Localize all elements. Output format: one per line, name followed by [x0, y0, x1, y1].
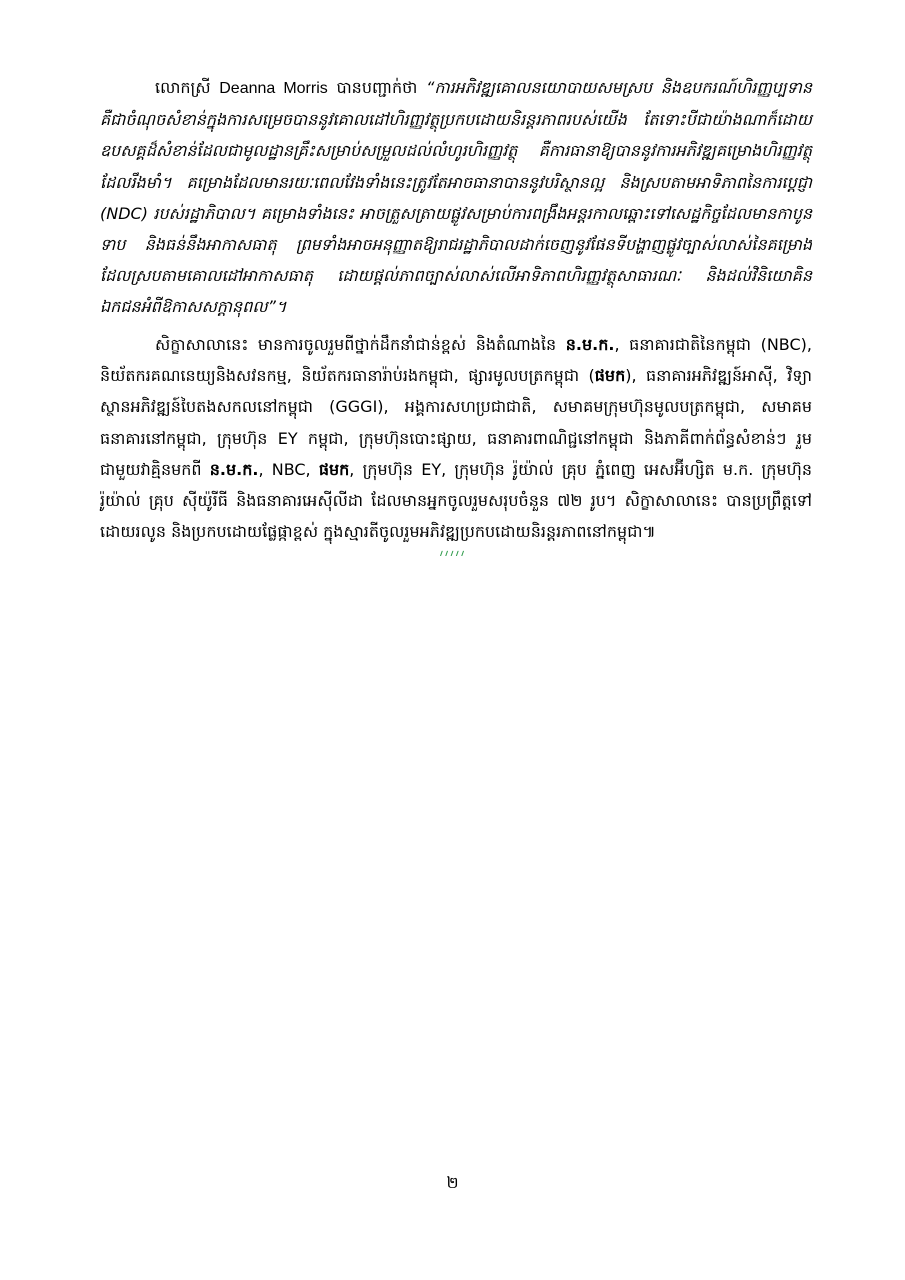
section-end-mark: ៸៸៸៸៸: [439, 542, 466, 560]
fmk-abbrev: ផមក: [318, 459, 350, 479]
quote-text: “ការអភិវឌ្ឍគោលនយោបាយសមស្រប និងឧបករណ៍ហិរញ្ញប្បទានគឺជាចំណុចសំខាន់ក្នុងការសម្រេចបាននូវគោលដៅហិរញ្ញវត្ថុប្រកបដោយនិរន្តរភាពរបស់យើង តែទោះបីជាយ៉ាងណាក៏ដោយ ឧបសគ្គដ៏សំខាន់ដែលជាមូលដ្ឋានគ្រឹះសម្រាប់សម្រួលដល់លំហូរហិរញ្ញវត្ថុ គឺការធានាឱ្យបាននូវការអភិវឌ្ឍគម្រោងហិរញ្ញវត្ថុដែលរឹងមាំ។ គម្រោងដែលមានរយៈពេលវែងទាំងនេះត្រូវតែអាចធានាបាននូវបរិស្ថានល្អ និងស្របតាមអាទិភាពនៃការប្តេជ្ញា (NDC) របស់រដ្ឋាភិបាល។ គម្រោងទាំងនេះ អាចត្រួសត្រាយផ្លូវសម្រាប់ការពង្រឹងអន្តរកាលឆ្ពោះទៅសេដ្ឋកិច្ចដែលមានកាបូនទាប និងធន់នឹងអាកាសធាតុ ព្រមទាំងអាចអនុញ្ញាតឱ្យរាជរដ្ឋាភិបាលដាក់ចេញនូវផែនទីបង្ហាញផ្លូវច្បាស់លាស់នៃគម្រោងដែលស្របតាមគោលដៅអាកាសធាតុ ដោយផ្តល់ភាពច្បាស់លាស់លើអាទិភាពហិរញ្ញវត្ថុសាធារណៈ និងដល់វិនិយោគិនឯកជនអំពីឱកាសសក្តានុពល”។: [100, 78, 813, 317]
paragraph-verb: បានបញ្ជាក់ថា: [327, 78, 427, 97]
speaker-name: Deanna Morris: [219, 80, 328, 97]
participants-text-3: ), ធនាគារអភិវឌ្ឍន៍អាស៊ី, វិទ្យាស្ថានអភិវឌ្ឍន៍បៃតងសកលនៅកម្ពុជា (GGGI), អង្គការសហប្រជាជាតិ, សមាគមក្រុមហ៊ុនមូលបត្រកម្ពុជា, សមាគមធនាគារនៅកម្ពុជា, ក្រុមហ៊ុន EY កម្ពុជា, ក្រុមហ៊ុនបោះផ្សាយ, ធនាគារពាណិជ្ជនៅកម្ពុជា និងភាគីពាក់ព័ន្ធសំខាន់ៗ រួមជាមួយវាគ្មិនមកពី: [100, 366, 813, 479]
nmk-abbrev: ន.ម.ក.: [209, 459, 259, 479]
participants-text-4: , NBC,: [258, 459, 319, 479]
quote-paragraph: [100, 72, 812, 323]
participants-text-1: សិក្ខាសាលានេះ មានការចូលរួមពីថ្នាក់ដឹកនាំជាន់ខ្ពស់ និងតំណាងនៃ: [155, 335, 566, 354]
participants-text-5: , ក្រុមហ៊ុន EY, ក្រុមហ៊ុន រ៉ូយ៉ាល់ គ្រុប ភ្នំពេញ អេសអ៊ីហ្សិត ម.ក. ក្រុមហ៊ុន រ៉ូយ៉ាល់ គ្រុប ស៊ីយ៉ូរីធី និងធនាគារអេស៊ីលីដា ដែលមានអ្នកចូលរួមសរុបចំនួន ៧២ រូប។ សិក្ខាសាលានេះ បានប្រព្រឹត្តទៅដោយរលូន និងប្រកបដោយផ្លែផ្កាខ្ពស់ ក្នុងស្មារតីចូលរួមអភិវឌ្ឍប្រកបដោយនិរន្តរភាពនៅកម្ពុជា៕: [100, 459, 812, 542]
page-number: ២: [446, 1173, 459, 1192]
paragraph-lead: លោកស្រី: [155, 78, 220, 97]
nmk-abbrev: ន.ម.ក.: [565, 335, 615, 354]
participants-text-2: , ធនាគារជាតិនៃកម្ពុជា (NBC), និយ័តករគណនេយ្យនិងសវនកម្ម, និយ័តករធានារ៉ាប់រងកម្ពុជា, ផ្សារមូលបត្រកម្ពុជា (: [100, 335, 812, 386]
fmk-abbrev: ផមក: [594, 366, 626, 386]
participants-paragraph: [100, 329, 812, 547]
